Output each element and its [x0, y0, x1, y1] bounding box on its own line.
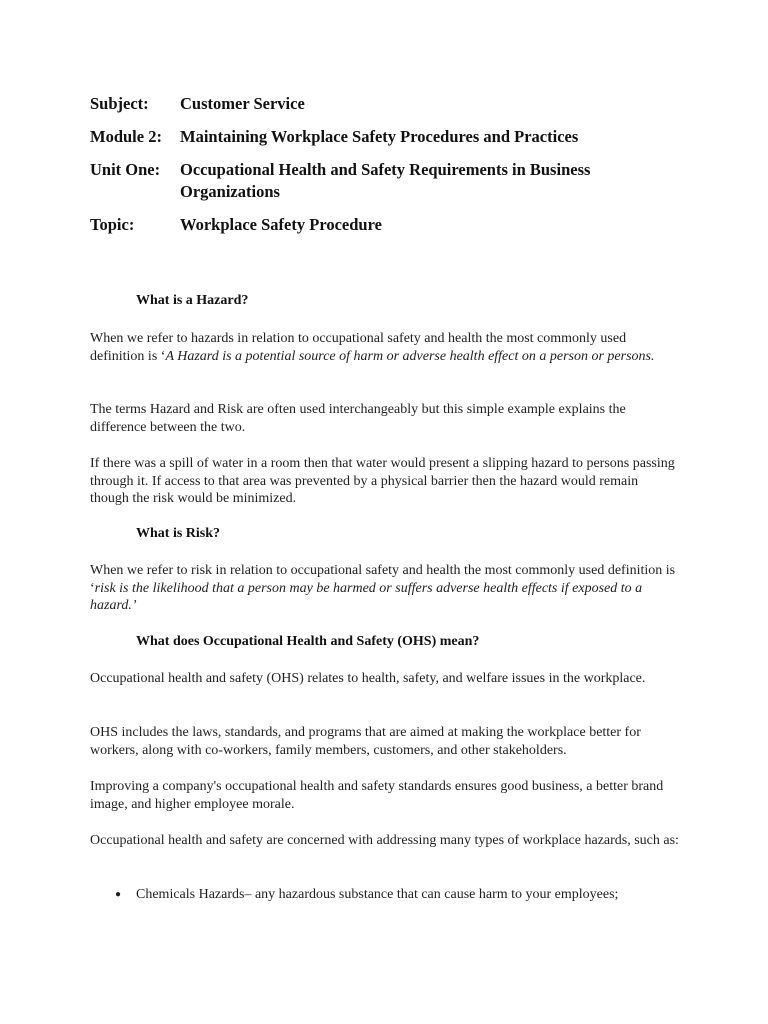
- risk-definition-quote: risk is the likelihood that a person may be harmed or suffers adverse health effects if exposed to a hazard.’: [90, 580, 643, 613]
- module-value: Maintaining Workplace Safety Procedures and Practices: [180, 127, 579, 146]
- ohs-paragraph-3: Improving a company's occupational health and safety standards ensures good business, a better brand image, and higher employee morale.: [90, 779, 664, 812]
- subject-value: Customer Service: [180, 94, 305, 113]
- hazard-risk-paragraph: The terms Hazard and Risk are often used interchangeably but this simple example explains the difference between the two.: [90, 402, 626, 435]
- ohs-paragraph-1: Occupational health and safety (OHS) relates to health, safety, and welfare issues in the workplace.: [90, 671, 646, 686]
- ohs-paragraph-4: Occupational health and safety are concerned with addressing many types of workplace hazards, such as:: [90, 833, 679, 848]
- hazard-heading: What is a Hazard?: [136, 293, 249, 308]
- topic-label: Topic:: [90, 215, 135, 234]
- topic-value: Workplace Safety Procedure: [180, 215, 382, 234]
- risk-heading: What is Risk?: [136, 526, 221, 541]
- ohs-paragraph-2: OHS includes the laws, standards, and programs that are aimed at making the workplace better for workers, along with co-workers, family members, customers, and other stakeholders.: [90, 725, 641, 758]
- hazard-example-paragraph: If there was a spill of water in a room then that water would present a slipping hazard to persons passing through it. If access to that area was prevented by a physical barrier then the hazard would remain though the risk would be minimized.: [90, 456, 675, 506]
- list-item-text: Chemicals Hazards– any hazardous substance that can cause harm to your employees;: [136, 887, 619, 902]
- subject-label: Subject:: [90, 94, 149, 113]
- risk-definition-text: When we refer to risk in relation to occupational safety and health the most commonly used definition is ‘: [90, 563, 676, 596]
- hazard-definition-paragraph: [90, 330, 680, 365]
- module-label: Module 2:: [90, 127, 162, 146]
- risk-definition-paragraph: [90, 562, 680, 615]
- hazard-definition-text: When we refer to hazards in relation to occupational safety and health the most commonly used definition is ‘: [90, 331, 627, 364]
- unit-label: Unit One:: [90, 160, 161, 179]
- unit-value: Occupational Health and Safety Requirements in Business Organizations: [180, 160, 591, 201]
- ohs-heading: What does Occupational Health and Safety (OHS) mean?: [136, 634, 480, 649]
- bullet-icon: ●: [115, 889, 122, 900]
- hazard-definition-quote: A Hazard is a potential source of harm or adverse health effect on a person or persons.: [165, 348, 655, 364]
